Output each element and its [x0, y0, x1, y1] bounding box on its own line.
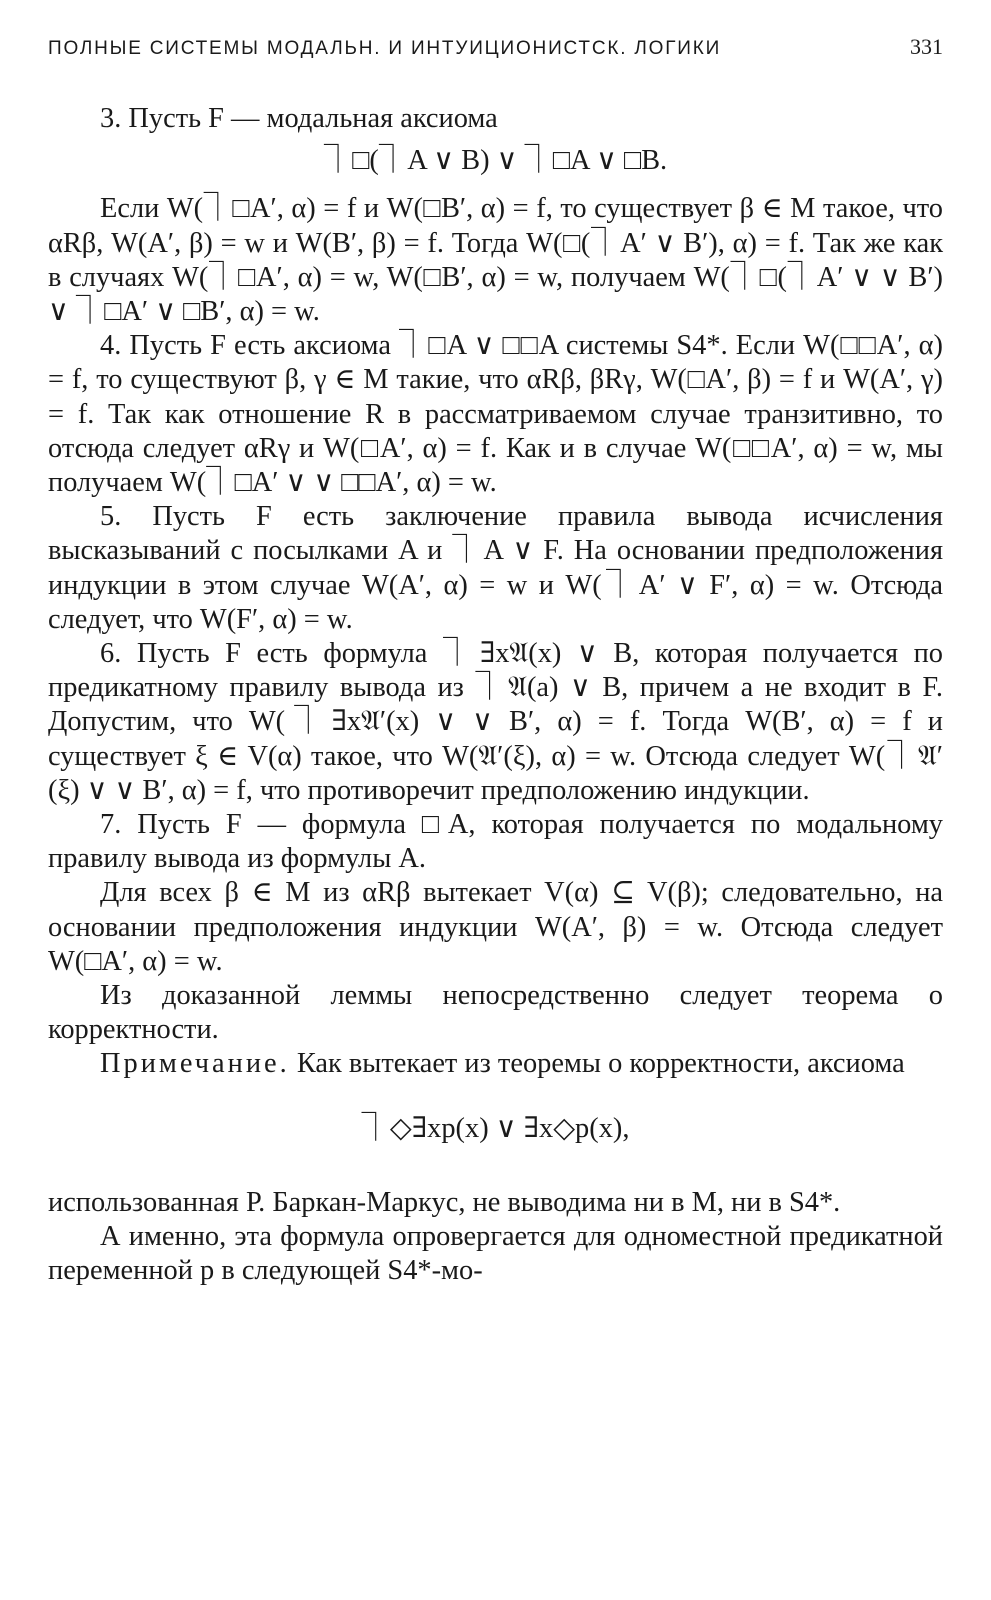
- book-page: [48, 34, 943, 1289]
- paragraph-case-4: 4. Пусть F есть аксиома ⏋□A ∨ □□A системы S4*. Если W(□□A′, α) = f, то существуют β, γ ∈ M такие, что αRβ, βRγ, W(□A′, β) = f и W(A′, γ) = f. Так как отношение R в рассматриваемом случае транзитивно, то отсюда следует αRγ и W(□A′, α) = f. Как и в случае W(□□A′, α) = w, мы получаем W(⏋□A′ ∨ ∨ □□A′, α) = w.: [48, 330, 943, 499]
- paragraph-case-6: 6. Пусть F есть формула ⏋∃x𝔄(x) ∨ B, которая получается по предикатному правилу вывода из ⏋𝔄(a) ∨ B, причем a не входит в F. Допустим, что W(⏋∃x𝔄′(x) ∨ ∨ B′, α) = f. Тогда W(B′, α) = f и существует ξ ∈ V(α) такое, что W(𝔄′(ξ), α) = w. Отсюда следует W(⏋𝔄′(ξ) ∨ ∨ B′, α) = f, что противоречит предположению индукции.: [48, 638, 943, 806]
- note-text: Как вытекает из теоремы о корректности, аксиома: [289, 1048, 905, 1080]
- paragraph-case-3: 3. Пусть F — модальная аксиома: [100, 103, 498, 134]
- formula-axiom-k: ⏋□(⏋A ∨ B) ∨ ⏋□A ∨ □B.: [323, 145, 668, 177]
- paragraph-case-3-proof: Если W(⏋□A′, α) = f и W(□B′, α) = f, то существует β ∈ M такое, что αRβ, W(A′, β) = w и W(B′, β) = f. Тогда W(□(⏋A′ ∨ B′), α) = f. Так же как в случаях W(⏋□A′, α) = w, W(□B′, α) = w, получаем W(⏋□(⏋A′ ∨ ∨ B′) ∨ ⏋□A′ ∨ □B′, α) = w.: [48, 193, 943, 328]
- formula-barcan: ⏋◇∃xp(x) ∨ ∃x◇p(x),: [361, 1112, 630, 1144]
- page-number: 331: [910, 34, 943, 59]
- paragraph-countermodel: А именно, эта формула опровергается для одноместной предикатной переменной p в следующей S4*-мо-: [48, 1221, 943, 1287]
- paragraph-case-7-proof: Для всех β ∈ M из αRβ вытекает V(α) ⊆ V(β); следовательно, на основании предположения индукции W(A′, β) = w. Отсюда следует W(□A′, α) = w.: [48, 877, 943, 977]
- note-label: Примечание.: [100, 1048, 290, 1080]
- paragraph-conclusion: Из доказанной леммы непосредственно следует теорема о корректности.: [48, 980, 943, 1046]
- paragraph-note: [48, 1047, 943, 1081]
- running-head: [48, 34, 943, 74]
- paragraph-case-7: 7. Пусть F — формула □A, которая получается по модальному правилу вывода из формулы A.: [48, 809, 943, 875]
- paragraph-case-5: 5. Пусть F есть заключение правила вывода исчисления высказываний с посылками A и ⏋A ∨ F. На основании предположения индукции в этом случае W(A′, α) = w и W(⏋A′ ∨ F′, α) = w. Отсюда следует, что W(F′, α) = w.: [48, 501, 943, 635]
- running-head-title: ПОЛНЫЕ СИСТЕМЫ МОДАЛЬН. И ИНТУИЦИОНИСТСК. ЛОГИКИ: [48, 38, 722, 59]
- paragraph-barcan-remark: использованная Р. Баркан-Маркус, не выводима ни в M, ни в S4*.: [48, 1186, 841, 1218]
